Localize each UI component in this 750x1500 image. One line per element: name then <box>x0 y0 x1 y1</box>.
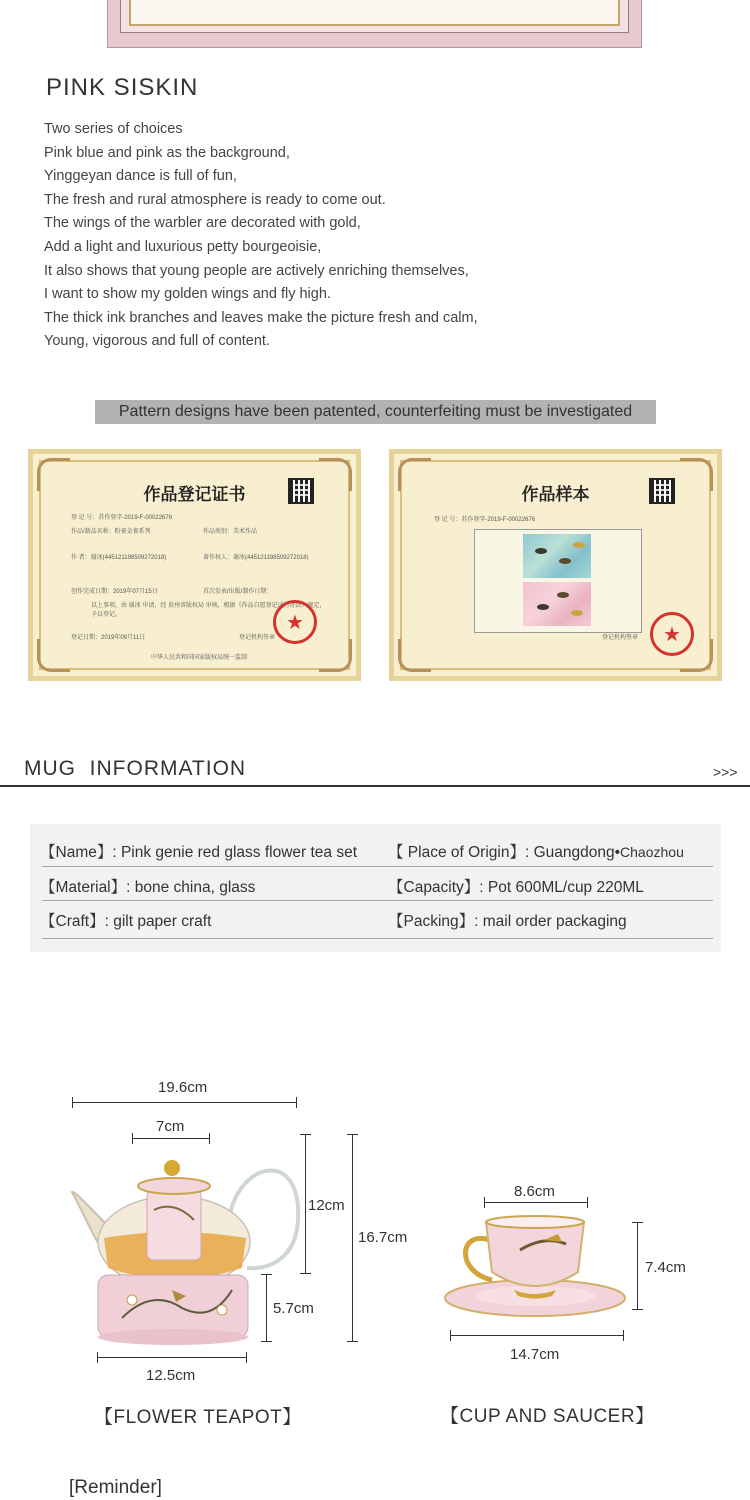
dimension-line <box>97 1357 247 1358</box>
dimension-line <box>352 1134 353 1342</box>
teapot-caption: 【FLOWER TEAPOT】 <box>94 1407 302 1428</box>
pot-height-label: 12cm <box>308 1197 345 1214</box>
row-divider <box>42 866 713 867</box>
certificate-title: 作品样本 <box>521 485 590 505</box>
top-frame-image <box>107 0 642 48</box>
total-height-label: 16.7cm <box>358 1229 408 1246</box>
cup-height-label: 7.4cm <box>645 1259 686 1276</box>
description-line: The fresh and rural atmosphere is ready to come out. <box>44 191 386 208</box>
certificate-line: 以上事项，由 谢冰 申请，经 贵州省版权局 审核，根据《作品自愿登记试行办法》规定，予以登记。 <box>91 603 326 618</box>
red-seal-icon: ★ <box>650 612 694 656</box>
info-craft: 【Craft】: gilt paper craft <box>40 913 212 930</box>
dimension-line <box>450 1335 624 1336</box>
product-info-table <box>30 824 721 952</box>
certificate-line: 登记机构签章 <box>602 635 639 641</box>
dimension-line <box>637 1222 638 1310</box>
blue-pattern-sample <box>523 534 591 578</box>
description-line: Pink blue and pink as the background, <box>44 144 290 161</box>
dimension-line <box>305 1134 306 1274</box>
cup-and-saucer-image <box>440 1210 635 1320</box>
info-material: 【Material】: bone china, glass <box>40 879 256 896</box>
dimension-line <box>132 1138 210 1139</box>
cup-width-label: 8.6cm <box>514 1183 555 1200</box>
section-title: PINK SISKIN <box>46 74 199 101</box>
dimension-line <box>484 1202 588 1203</box>
mug-information-title: MUG INFORMATION <box>24 757 247 780</box>
certificate-title: 作品登记证书 <box>143 485 246 505</box>
pink-pattern-sample <box>523 582 591 626</box>
certificate-line: 作品/制品名称：粉雀金雀系列 <box>71 529 151 535</box>
description-line: Yinggeyan dance is full of fun, <box>44 168 237 185</box>
qr-code-icon <box>288 478 314 504</box>
certificate-line: 登 记 号：苏作登字-2019-F-00022676 <box>434 517 536 523</box>
saucer-width-label: 14.7cm <box>510 1346 560 1363</box>
info-capacity: 【Capacity】: Pot 600ML/cup 220ML <box>388 879 644 896</box>
certificate-line: 登记机构签章 <box>239 635 276 641</box>
description-line: The thick ink branches and leaves make the picture fresh and calm, <box>44 309 478 326</box>
base-height-label: 5.7cm <box>273 1300 314 1317</box>
certificate-line: 中华人民共和国国家版权局统一监制 <box>151 655 248 661</box>
base-width-label: 12.5cm <box>146 1367 196 1384</box>
registration-certificate <box>28 449 361 681</box>
row-divider <box>42 938 713 939</box>
work-sample-certificate <box>389 449 722 681</box>
teapot-width-label: 19.6cm <box>158 1079 208 1096</box>
certificate-line: 作品类别：美术作品 <box>203 529 258 535</box>
row-divider <box>42 900 713 901</box>
dimension-line <box>266 1274 267 1342</box>
certificate-line: 作 者：谢冰(445121198509272018) <box>71 555 167 561</box>
certificate-line: 创作完成日期：2019年07月15日 <box>71 589 158 595</box>
reminder-heading: [Reminder] <box>69 1477 162 1498</box>
certificate-line: 首次发表/出版/制作日期： <box>203 589 273 595</box>
certificate-line: 著作权人：谢冰(445121198509272018) <box>203 555 309 561</box>
divider <box>0 785 750 787</box>
info-packing: 【Packing】: mail order packaging <box>388 913 627 930</box>
section-description <box>44 118 604 354</box>
pattern-sample-box <box>474 529 642 633</box>
lid-width-label: 7cm <box>156 1118 185 1135</box>
teapot-image <box>62 1150 312 1350</box>
info-origin: 【 Place of Origin】: Guangdong•Chaozhou <box>388 844 684 861</box>
more-link[interactable]: >>> <box>713 764 738 780</box>
dimension-line <box>72 1102 297 1103</box>
description-line: I want to show my golden wings and fly high. <box>44 286 331 303</box>
description-line: It also shows that young people are actively enriching themselves, <box>44 262 469 279</box>
cup-caption: 【CUP AND SAUCER】 <box>440 1406 655 1427</box>
red-seal-icon: ★ <box>273 600 317 644</box>
description-line: Two series of choices <box>44 121 183 137</box>
description-line: Add a light and luxurious petty bourgeoisie, <box>44 238 322 255</box>
certificate-line: 登 记 号：苏作登字-2019-F-00022676 <box>71 515 173 521</box>
patent-notice: Pattern designs have been patented, counterfeiting must be investigated <box>95 400 656 424</box>
certificate-line: 登记日期：2019年09月11日 <box>71 635 146 641</box>
qr-code-icon <box>649 478 675 504</box>
info-name: 【Name】: Pink genie red glass flower tea set <box>40 844 358 861</box>
description-line: Young, vigorous and full of content. <box>44 333 270 350</box>
description-line: The wings of the warbler are decorated with gold, <box>44 215 361 232</box>
